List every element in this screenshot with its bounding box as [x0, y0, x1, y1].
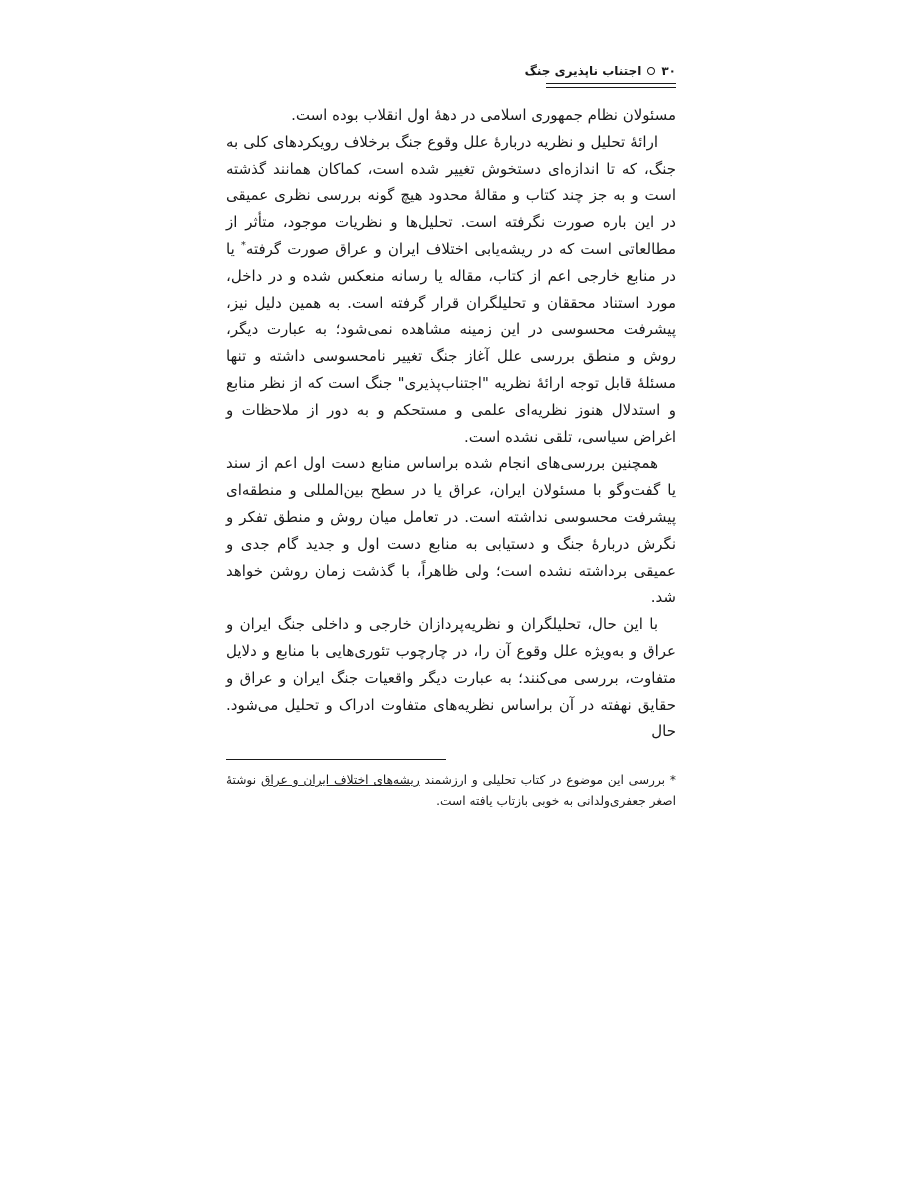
footnote: [226, 770, 676, 812]
footnote-marker[interactable]: *: [240, 239, 246, 251]
body-text: [226, 102, 676, 745]
footnote-book-title: ریشه‌های اختلاف ایران و عراق: [260, 773, 420, 788]
paragraph-continuation: مسئولان نظام جمهوری اسلامی در دههٔ اول انقلاب بوده است.: [291, 106, 676, 124]
paragraph-analysis: [226, 129, 676, 451]
page-number: ۳۰: [661, 64, 676, 78]
paragraph-theories: با این حال، تحلیلگران و نظریه‌پردازان خارجی و داخلی جنگ ایران و عراق و به‌ویژه علل وقوع آن را، در چارچوب تئوری‌هایی با منابع و دلایل متفاوت، بررسی می‌کنند؛ به عبارت دیگر واقعیات جنگ ایران و عراق و حقایق نهفته در آن براساس نظریه‌های متفاوت ادراک و تحلیل می‌شود. حال: [226, 615, 676, 741]
footnote-suffix: نوشتهٔ اصغر جعفری‌ولدانی به خوبی بازتاب یافته است.: [226, 773, 676, 809]
paragraph-text-after-note: یا در منابع خارجی اعم از کتاب، مقاله یا رسانه منعکس شده و در داخل، مورد استناد محققان و تحلیلگران قرار گرفته است. به همین دلیل نیز، پیشرفت محسوسی در این زمینه مشاهده نمی‌شود؛ به عبارت دیگر، روش و منطق بررسی علل آغاز جنگ تغییر نامحسوسی داشته و تنها مسئلهٔ قابل توجه ارائهٔ نظریه "اجتناب‌پذیری" جنگ است که از نظر منابع و استدلال هنوز نظریه‌ای علمی و مستحکم و به دور از ملاحظات و اغراض سیاسی، تلقی نشده است.: [226, 239, 676, 446]
header-double-rule: [546, 83, 676, 88]
paragraph-text-before-note: ارائهٔ تحلیل و نظریه دربارهٔ علل وقوع جنگ برخلاف رویکردهای کلی به جنگ، که تا اندازه‌ای دستخوش تغییر شده است، کماکان همانند گذشته است و به جز چند کتاب و مقالهٔ محدود هیچ گونه بررسی نظری عمیقی در این باره صورت نگرفته است. تحلیل‌ها و نظریات موجود، متأثر از مطالعاتی است که در ریشه‌یابی اختلاف ایران و عراق صورت گرفته: [226, 132, 677, 258]
footnote-prefix: * بررسی این موضوع در کتاب تحلیلی و ارزشمند: [419, 773, 676, 788]
running-head: [226, 60, 676, 82]
footnote-rule: [226, 759, 446, 760]
running-title: اجتناب ناپذیری جنگ: [524, 64, 642, 78]
paragraph-sources: همچنین بررسی‌های انجام شده براساس منابع دست اول اعم از سند یا گفت‌وگو با مسئولان ایران، عراق یا در سطح بین‌المللی و منطقه‌ای پیشرفت محسوسی نداشته است. در تعامل میان روش و منطق تفکر و نگرش دربارهٔ جنگ و دستیابی به منابع دست اول و جدید گام جدی و عمیقی برداشته نشده است؛ ولی ظاهراً، با گذشت زمان روشن خواهد شد.: [226, 454, 676, 607]
book-page: [226, 60, 676, 812]
circle-ornament-icon: [647, 67, 655, 75]
